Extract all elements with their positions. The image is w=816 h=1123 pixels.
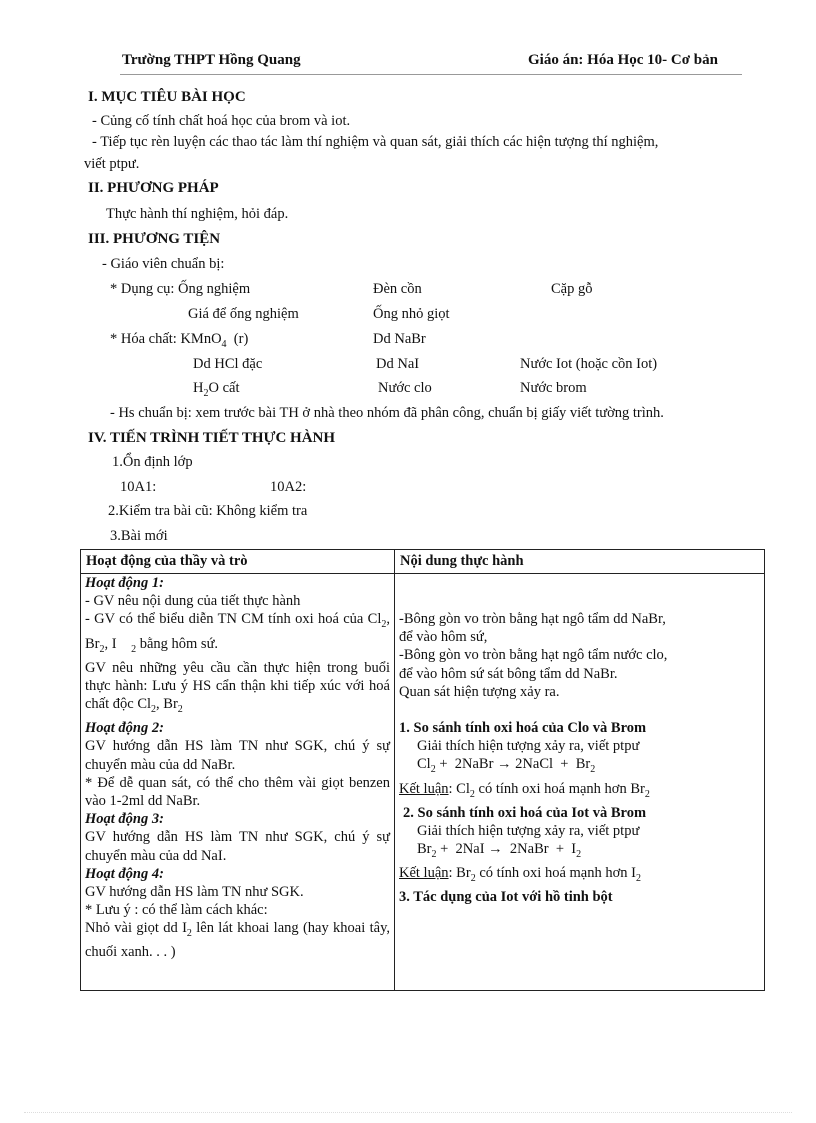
section-1-title: I. MỤC TIÊU BÀI HỌC [88,89,246,105]
content-r3: -Bông gòn vo tròn bằng hạt ngô tẩm nước clo, [399,647,668,664]
chemical-8: Nước brom [520,380,587,396]
activity-2-a: GV hướng dẫn HS làm TN như SGK, chú ý sự chuyển màu của dd NaBr. [85,738,390,773]
experiment-1-title: 1. So sánh tính oxi hoá của Clo và Brom [399,720,647,737]
equipment-2: Đèn cồn [373,281,422,297]
section-3-title: III. PHƯƠNG TIỆN [88,231,221,247]
header-rule [120,74,742,75]
step-2: 2.Kiểm tra bài cũ: Không kiểm tra [108,503,308,519]
activity-4-b: * Lưu ý : có thể làm cách khác: [85,902,268,919]
activity-4-title: Hoạt động 4: [85,865,164,882]
experiment-2-conclusion: Kết luận: $Br_2$ có tính oxi hoá mạnh hơn $I_2$ [399,865,641,884]
section-4-title: IV. TIẾN TRÌNH TIẾT THỰC HÀNH [88,430,336,446]
content-r2: để vào hôm sứ, [399,629,488,646]
experiment-2-title: 2. So sánh tính oxi hoá của Iot và Brom [403,804,647,821]
equipment-3: Cặp gỗ [551,281,593,297]
experiment-1-explain: Giải thích hiện tượng xảy ra, viết ptpư [417,738,640,755]
activities-cell [81,574,395,991]
chemical-5: Nước Iot (hoặc cồn Iot) [520,356,658,372]
chemicals-label: * Hóa chất: KMnO$_4$ (r) [110,331,249,350]
chemical-4: Dd NaI [376,356,420,372]
activity-2-b: * Để dễ quan sát, có thể cho thêm vài giọt benzen vào 1-2ml dd NaBr. [85,774,390,809]
activity-2-title: Hoạt động 2: [85,720,164,737]
activity-1-title: Hoạt động 1: [85,575,164,591]
step-1: 1.Ổn định lớp [112,454,193,470]
activity-1-b: - GV có thể biểu diễn TN CM tính oxi hoá của $Cl_2$, $Br_2$, I $_2$ bằng hôm sứ. [85,611,390,655]
experiment-3-title: 3. Tác dụng của Iot với hồ tinh bột [399,889,613,906]
content-r1: -Bông gòn vo tròn bằng hạt ngô tẩm dd NaBr, [399,611,666,627]
activity-1-a: - GV nêu nội dung của tiết thực hành [85,593,301,610]
class-1: 10A1: [120,479,157,495]
col-header-content: Nội dung thực hành [395,550,765,574]
activity-4-c: Nhỏ vài giọt dd $I_2$ lên lát khoai lang (hay khoai tây, chuối xanh. . . ) [85,920,391,961]
chemical-6: $H_2O$ cất [193,380,240,399]
content-r4: để vào hôm sứ sát bông tẩm dd NaBr. [399,665,618,682]
content-cell [395,574,765,991]
footer-dotted-line [24,1112,792,1113]
section-2-title: II. PHƯƠNG PHÁP [88,180,219,196]
method-text: Thực hành thí nghiệm, hỏi đáp. [106,206,289,222]
equipment-label: * Dụng cụ: Ống nghiệm [110,281,251,297]
col-header-activities: Hoạt động của thầy và trò [81,550,395,574]
equipment-5: Ống nhỏ giọt [373,306,450,322]
equipment-4: Giá để ống nghiệm [188,306,299,322]
chemical-7: Nước clo [378,380,432,396]
class-2: 10A2: [270,479,307,495]
subject-title: Giáo án: Hóa Học 10- Cơ bản [528,52,718,68]
objective-2: - Tiếp tục rèn luyện các thao tác làm thí nghiệm và quan sát, giải thích các hiện tượng thí nghiệm, [92,134,659,150]
activity-1-c: GV nêu những yêu cầu cần thực hiện trong buổi thực hành: Lưu ý HS cẩn thận khi tiếp xúc với hoá chất độc $Cl_2$, $Br_2$ [85,659,390,715]
content-r5: Quan sát hiện tượng xảy ra. [399,683,560,700]
objective-1: - Củng cố tính chất hoá học của brom và iot. [92,113,351,129]
chemical-2: Dd NaBr [373,331,426,347]
activity-3-title: Hoạt động 3: [85,811,164,828]
experiment-2-explain: Giải thích hiện tượng xảy ra, viết ptpư [417,822,640,839]
activity-3-a: GV hướng dẫn HS làm TN như SGK, chú ý sự chuyển màu của dd NaI. [85,829,390,864]
activity-table [80,549,765,991]
student-prep: - Hs chuẩn bị: xem trước bài TH ở nhà theo nhóm đã phân công, chuẩn bị giấy viết tường trình. [110,405,664,421]
chemical-3: Dd HCl đặc [193,356,263,372]
step-3: 3.Bài mới [110,528,168,544]
school-name: Trường THPT Hồng Quang [122,52,301,68]
teacher-prep: - Giáo viên chuẩn bị: [102,256,225,272]
experiment-2-equation: $Br_2 + 2NaI$ → 2NaBr + $I_2$ [417,841,582,860]
experiment-1-equation: $Cl_2$ + 2NaBr → 2NaCl + $Br_2$ [417,756,596,776]
experiment-1-conclusion: Kết luận: $Cl_2$ có tính oxi hoá mạnh hơn $Br_2$ [399,780,650,800]
objective-2-cont: viết ptpư. [84,156,140,172]
activity-4-a: GV hướng dẫn HS làm TN như SGK. [85,883,304,900]
